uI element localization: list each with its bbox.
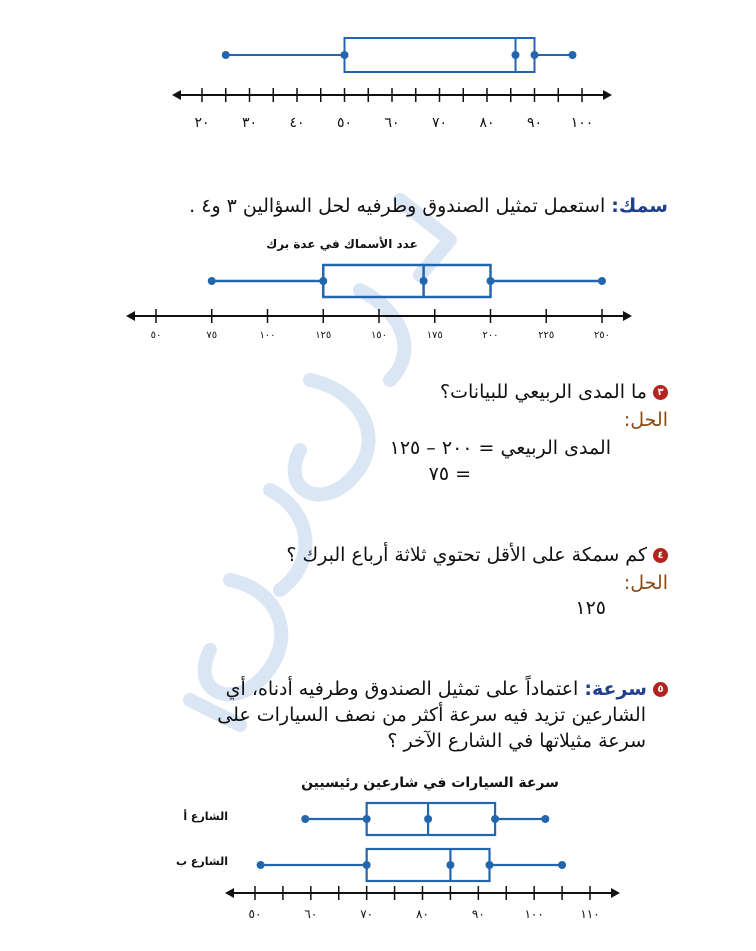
boxplot-speed [160, 765, 620, 945]
chart-title: عدد الأسماك في عدة برك [266, 237, 418, 251]
solution-label: الحل: [623, 409, 668, 431]
median-point [446, 861, 454, 869]
q4-answer: ١٢٥ [575, 597, 606, 619]
axis-arrow-right [611, 888, 620, 898]
axis-tick-label: ٣٠ [241, 115, 258, 131]
box-iqr [323, 265, 490, 297]
axis-tick-label: ٢٢٥ [538, 330, 555, 341]
axis-tick-label: ٢٠ [194, 115, 210, 131]
q1-point [319, 277, 327, 285]
question-3 [440, 380, 668, 404]
axis-tick-label: ١٠٠ [259, 330, 276, 341]
question-5-line-2: الشارعين تزيد فيه سرعة أكثر من نصف السيارات على [217, 704, 646, 726]
axis-tick-label: ٦٠ [304, 907, 318, 921]
chart-title: سرعة السيارات في شارعين رئيسيين [301, 775, 559, 791]
axis-tick-label: ٨٠ [416, 907, 429, 921]
median-point [420, 277, 428, 285]
fish-keyword: سمك: [611, 195, 668, 217]
question-5-line-1: اعتماداً على تمثيل الصندوق وطرفيه أدناه، أي [225, 678, 579, 700]
axis-tick-label: ١١٠ [580, 907, 600, 921]
question-5 [148, 677, 668, 701]
question-5-line-3: سرعة مثيلاتها في الشارع الآخر ؟ [387, 730, 646, 752]
axis-tick-label: ١٥٠ [370, 330, 388, 341]
question-number-badge: ٤ [653, 548, 668, 563]
axis-tick-label: ٨٠ [479, 115, 495, 131]
question-4-text: كم سمكة على الأقل تحتوي ثلاثة أرباع البرك ؟ [286, 544, 647, 566]
axis-tick-label: ٤٠ [289, 115, 305, 131]
q3-solution-line-2: = ٧٥ [428, 463, 471, 485]
axis-tick-label: ٢٥٠ [593, 330, 611, 341]
min-point [222, 51, 230, 59]
question-3-text: ما المدى الربيعي للبيانات؟ [440, 381, 647, 403]
box-iqr [345, 38, 535, 72]
min-point [257, 861, 265, 869]
axis-tick-label: ١٠٠ [524, 907, 544, 921]
series-label-street-b: الشارع ب [176, 855, 228, 868]
axis-arrow-left [126, 311, 135, 321]
axis-arrow-right [623, 311, 632, 321]
axis-tick-label: ٧٠ [431, 115, 448, 131]
q1-point [341, 51, 349, 59]
q3-point [491, 815, 499, 823]
axis-tick-label: ٩٠ [471, 907, 485, 921]
q1-point [363, 861, 371, 869]
min-point [301, 815, 309, 823]
axis-tick-label: ٢٠٠ [482, 330, 499, 341]
fish-section-heading [189, 194, 668, 218]
axis-tick-label: ٦٠ [384, 115, 400, 131]
max-point [569, 51, 577, 59]
speed-keyword: سرعة: [584, 678, 647, 700]
q3-solution-line-1: المدى الربيعي = ٢٠٠ – ١٢٥ [389, 437, 611, 459]
q3-point [531, 51, 539, 59]
median-point [512, 51, 520, 59]
axis-arrow-left [225, 888, 234, 898]
q3-point [487, 277, 495, 285]
axis-tick-label: ٩٠ [526, 115, 543, 131]
solution-label: الحل: [623, 572, 668, 594]
axis-arrow-left [172, 90, 181, 100]
axis-tick-label: ٧٠ [360, 907, 374, 921]
axis-tick-label: ٧٥ [206, 330, 218, 341]
axis-tick-label: ١٢٥ [315, 330, 332, 341]
axis-tick-label: ٥٠ [248, 907, 262, 921]
max-point [598, 277, 606, 285]
median-point [424, 815, 432, 823]
axis-tick-label: ١٠٠ [570, 115, 594, 131]
fish-instructions: استعمل تمثيل الصندوق وطرفيه لحل السؤالين ٣ و٤ . [189, 195, 606, 217]
question-number-badge: ٥ [653, 682, 668, 697]
axis-arrow-right [603, 90, 612, 100]
axis-tick-label: ١٧٥ [426, 330, 443, 341]
question-number-badge: ٣ [653, 385, 668, 400]
q1-point [363, 815, 371, 823]
boxplot-1 [150, 20, 610, 140]
question-4 [286, 543, 668, 567]
series-label-street-a: الشارع أ [183, 810, 228, 823]
axis-tick-label: ٥٠ [336, 115, 353, 131]
q3-point [486, 861, 494, 869]
boxplot-fish [120, 230, 640, 350]
box-iqr [367, 849, 490, 881]
axis-tick-label: ٥٠ [150, 330, 162, 341]
min-point [208, 277, 216, 285]
max-point [558, 861, 566, 869]
max-point [541, 815, 549, 823]
